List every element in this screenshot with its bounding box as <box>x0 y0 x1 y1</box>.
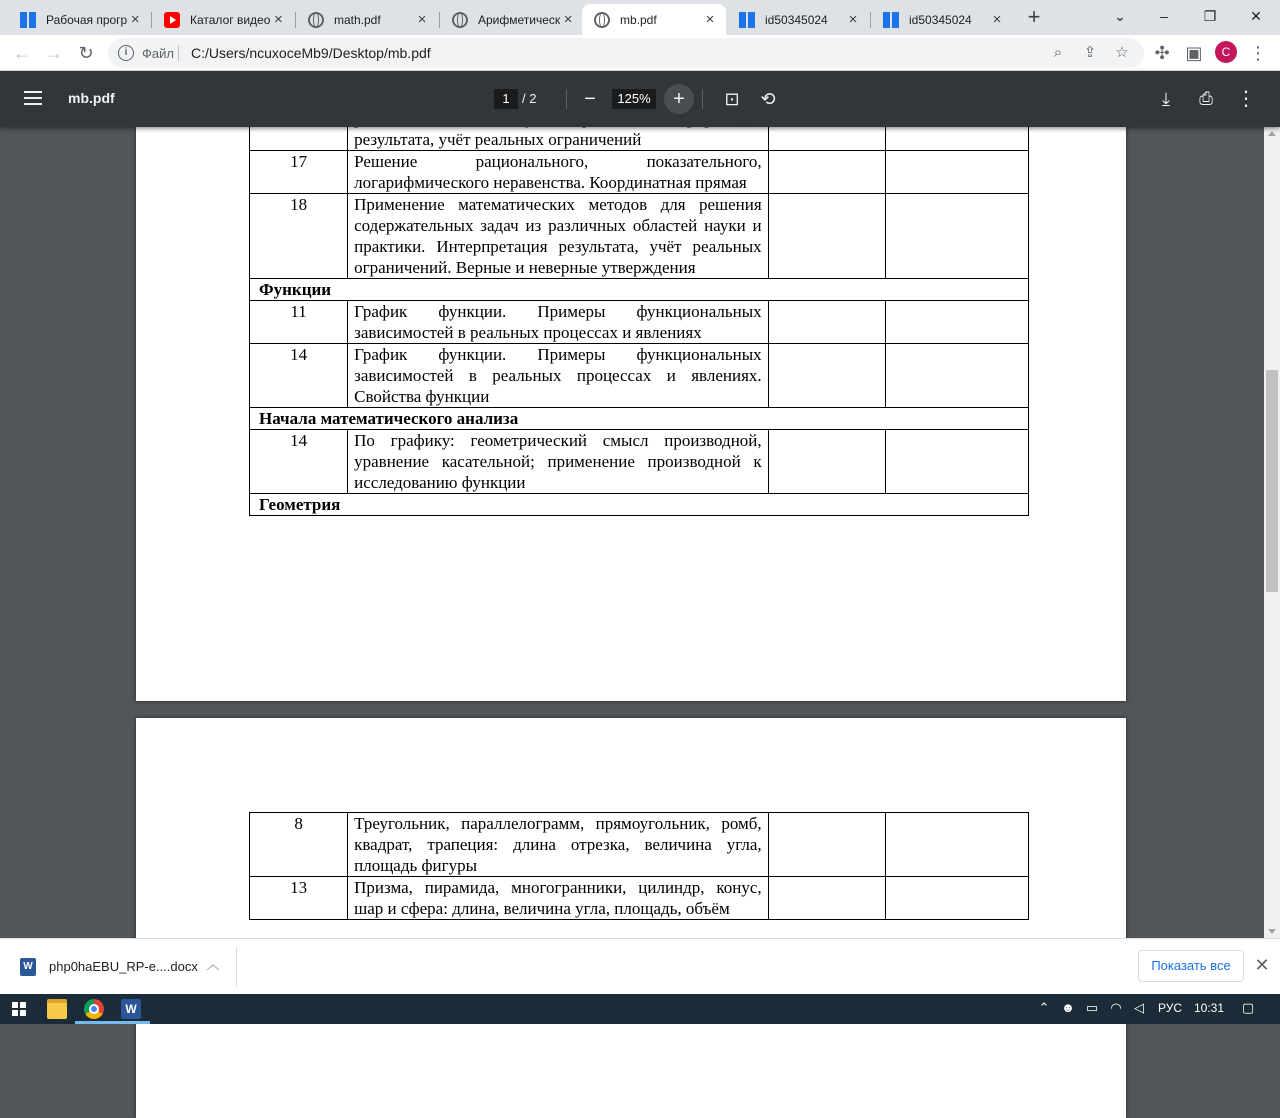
tab-math-pdf[interactable] <box>296 4 438 35</box>
address-bar[interactable] <box>108 38 1144 68</box>
tab-search-button[interactable]: ⌄ <box>1114 8 1126 24</box>
tab-title: Рабочая прогр <box>46 12 128 27</box>
more-options-icon[interactable]: ⋮ <box>1236 88 1256 110</box>
table-row <box>250 877 1029 920</box>
table-row <box>250 301 1029 344</box>
url-text[interactable]: C:/Users/ncuxoceMb9/Desktop/mb.pdf <box>191 45 431 61</box>
empty-cell <box>768 813 885 877</box>
info-icon[interactable]: i <box>118 45 134 61</box>
download-shelf <box>0 938 1280 994</box>
tab-id50345024-2[interactable] <box>871 4 1013 35</box>
tab-katalog[interactable] <box>152 4 294 35</box>
active-app-indicator <box>112 1021 150 1024</box>
task-description: Решение рационального, показательного, логарифмического неравенства. Координатная прямая <box>348 151 769 194</box>
empty-cell <box>768 151 885 194</box>
active-app-indicator <box>75 1021 113 1024</box>
empty-cell <box>768 194 885 279</box>
table-row <box>250 344 1029 408</box>
download-icon[interactable]: ⤓ <box>1162 89 1170 109</box>
task-description: Применение математических методов для решения содержательных задач из различных областей науки и практики. Интерпретация результата, учёт реальных ограничений. Верные и неверные утверждения <box>348 194 769 279</box>
task-number: 14 <box>250 344 348 408</box>
tab-rabochaya[interactable] <box>8 4 150 35</box>
tab-id50345024-1[interactable] <box>727 4 869 35</box>
new-tab-button[interactable]: + <box>1027 4 1041 29</box>
scroll-up-icon[interactable] <box>1268 131 1276 136</box>
reload-icon[interactable]: ↻ <box>78 43 94 63</box>
zoom-in-button[interactable]: + <box>673 88 685 110</box>
close-icon[interactable]: × <box>848 10 858 28</box>
share-icon[interactable]: ⇪ <box>1083 44 1097 61</box>
fit-page-icon[interactable]: ⊡ <box>724 89 740 109</box>
page-number-input[interactable]: 1 <box>494 89 518 109</box>
globe-icon <box>452 12 468 28</box>
people-icon[interactable]: ☻ <box>1061 1000 1075 1015</box>
close-icon[interactable]: ✕ <box>1254 955 1270 975</box>
tab-title: math.pdf <box>334 12 381 27</box>
windows-start-icon[interactable] <box>12 1002 26 1016</box>
task-description: результата, учёт реальных ограничений <box>348 108 769 151</box>
book-icon <box>883 12 899 28</box>
rotate-icon[interactable]: ⟲ <box>760 89 776 109</box>
wifi-icon[interactable]: ◠ <box>1110 1000 1122 1015</box>
file-explorer-icon[interactable] <box>47 999 67 1019</box>
forward-arrow-icon[interactable]: → <box>45 43 63 63</box>
side-panel-icon[interactable]: ▣ <box>1185 43 1203 63</box>
task-description: По графику: геометрический смысл производной, уравнение касательной; применение производной к исследованию функции <box>348 430 769 494</box>
toolbar-divider <box>566 89 567 109</box>
scroll-down-icon[interactable] <box>1268 929 1276 934</box>
task-description: Призма, пирамида, многогранники, цилиндр, конус, шар и сфера: длина, величина угла, площадь, объём <box>348 877 769 920</box>
table-row <box>250 194 1029 279</box>
globe-icon <box>594 12 610 28</box>
chevron-up-icon[interactable]: ︿ <box>206 957 220 972</box>
section-heading: Геометрия <box>250 494 1029 516</box>
globe-icon <box>308 12 324 28</box>
volume-icon[interactable]: ◁ <box>1134 1000 1144 1015</box>
vertical-scrollbar[interactable] <box>1264 127 1280 938</box>
empty-cell <box>885 877 1028 920</box>
scroll-thumb[interactable] <box>1266 370 1278 592</box>
network-icon[interactable]: ▭ <box>1085 1000 1099 1015</box>
close-icon[interactable]: × <box>274 10 283 28</box>
youtube-icon <box>164 12 180 28</box>
table-row <box>250 813 1029 877</box>
profile-avatar[interactable]: C <box>1215 41 1237 63</box>
language-indicator[interactable]: РУС <box>1158 1001 1183 1015</box>
bookmark-star-icon[interactable]: ☆ <box>1115 44 1129 61</box>
task-number: 11 <box>250 301 348 344</box>
pdf-title: mb.pdf <box>68 90 115 106</box>
close-icon[interactable]: × <box>563 10 573 28</box>
page-total: / 2 <box>522 91 537 106</box>
pdf-toolbar <box>0 71 1280 127</box>
tab-title: Арифметическ <box>478 12 561 27</box>
empty-cell <box>768 430 885 494</box>
tab-arifmetich[interactable] <box>440 4 582 35</box>
section-heading: Функции <box>250 279 1029 301</box>
empty-cell <box>768 877 885 920</box>
section-row <box>250 494 1029 516</box>
empty-cell <box>885 301 1028 344</box>
table-row <box>250 430 1029 494</box>
browser-toolbar <box>0 35 1280 71</box>
empty-cell <box>885 430 1028 494</box>
task-description: График функции. Примеры функциональных зависимостей в реальных процессах и явлениях <box>348 301 769 344</box>
zoom-magnifier-icon[interactable]: ⌕ <box>1053 44 1063 61</box>
empty-cell <box>768 301 885 344</box>
chevron-up-icon[interactable]: ⌃ <box>1038 1000 1050 1015</box>
omnibox-divider <box>178 45 179 61</box>
tab-title: id50345024 <box>909 12 972 27</box>
empty-cell <box>885 344 1028 408</box>
word-icon[interactable]: W <box>121 999 141 1019</box>
kebab-menu-icon[interactable]: ⋮ <box>1249 43 1267 63</box>
pdf-viewer[interactable] <box>0 127 1280 938</box>
windows-taskbar <box>0 994 1280 1024</box>
task-number: 8 <box>250 813 348 877</box>
pdf-page-2 <box>136 718 1126 1118</box>
notifications-icon[interactable]: ▢ <box>1241 1000 1255 1015</box>
table-row <box>250 151 1029 194</box>
minimize-button[interactable]: – <box>1160 8 1168 24</box>
zoom-out-button[interactable]: − <box>584 88 596 110</box>
task-number: 18 <box>250 194 348 279</box>
section-row <box>250 408 1029 430</box>
empty-cell <box>885 194 1028 279</box>
document-table <box>249 107 1029 516</box>
book-icon <box>739 12 755 28</box>
pdf-page-1 <box>136 107 1126 701</box>
chrome-icon[interactable] <box>84 999 104 1019</box>
tab-strip <box>0 0 1280 35</box>
tab-title: mb.pdf <box>620 12 657 27</box>
close-window-button[interactable]: ✕ <box>1250 8 1262 24</box>
tab-mb-pdf[interactable] <box>582 4 726 35</box>
section-row <box>250 279 1029 301</box>
toolbar-divider <box>702 89 703 109</box>
scheme-label: Файл <box>142 46 174 61</box>
document-table <box>249 812 1029 920</box>
tab-title: id50345024 <box>765 12 828 27</box>
task-number: 17 <box>250 151 348 194</box>
task-number: 14 <box>250 430 348 494</box>
empty-cell <box>885 151 1028 194</box>
book-icon <box>20 12 36 28</box>
close-icon[interactable]: × <box>130 10 140 28</box>
section-heading: Начала математического анализа <box>250 408 1029 430</box>
clock[interactable]: 10:31 <box>1194 1001 1225 1015</box>
task-description: График функции. Примеры функциональных зависимостей в реальных процессах и явлениях. Свойства функции <box>348 344 769 408</box>
task-description: Треугольник, параллелограмм, прямоугольник, ромб, квадрат, трапеция: длина отрезка, величина угла, площадь фигуры <box>348 813 769 877</box>
print-icon[interactable]: ⎙ <box>1199 89 1213 108</box>
task-number: 13 <box>250 877 348 920</box>
empty-cell <box>885 813 1028 877</box>
close-icon[interactable]: × <box>992 10 1002 28</box>
word-file-icon: W <box>20 958 36 976</box>
empty-cell <box>768 344 885 408</box>
close-icon[interactable]: × <box>705 10 715 28</box>
download-item[interactable]: php0haEBU_RP-e....docx <box>49 959 198 974</box>
restore-button[interactable]: ❐ <box>1203 8 1217 24</box>
show-all-button[interactable]: Показать все <box>1138 950 1244 982</box>
extensions-puzzle-icon[interactable]: ✣ <box>1154 43 1170 63</box>
hamburger-menu-icon[interactable] <box>24 91 42 105</box>
close-icon[interactable]: × <box>417 10 427 28</box>
tab-title: Каталог видео <box>190 12 271 27</box>
shelf-divider <box>236 947 237 987</box>
back-arrow-icon[interactable]: ← <box>13 43 31 63</box>
zoom-input[interactable]: 125% <box>612 89 656 109</box>
